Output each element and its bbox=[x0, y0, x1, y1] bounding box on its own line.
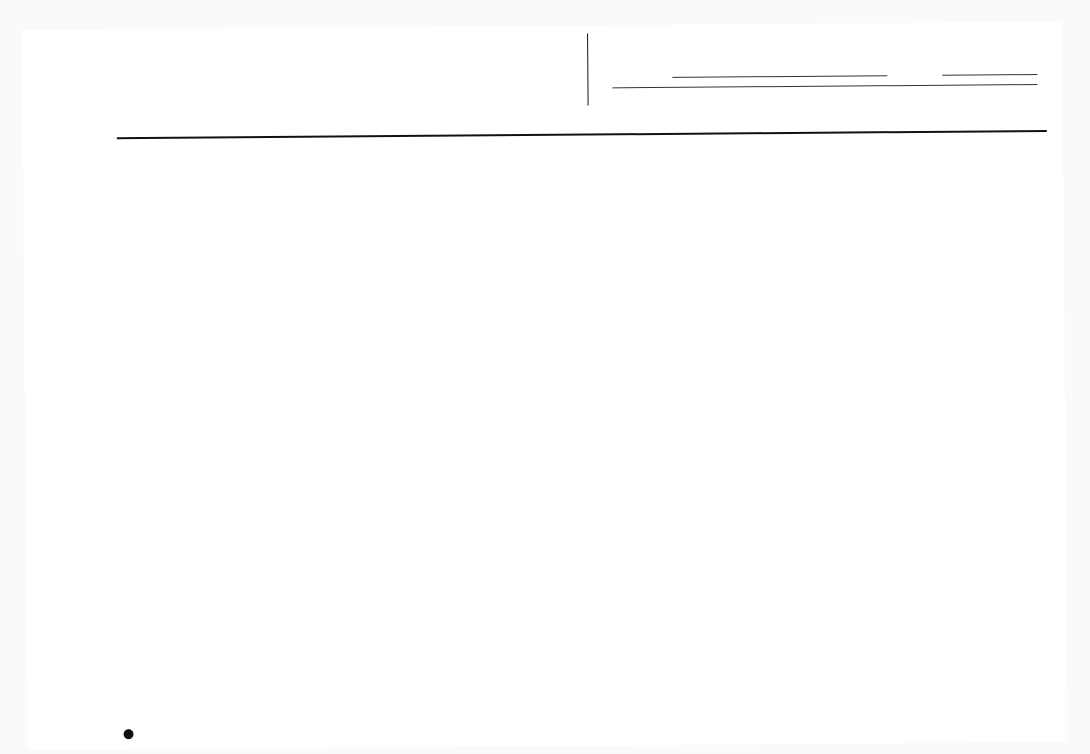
census-form-sheet bbox=[22, 22, 1068, 750]
print-code bbox=[123, 729, 133, 739]
print-mark-icon bbox=[123, 729, 133, 739]
table-grid bbox=[22, 22, 1068, 750]
